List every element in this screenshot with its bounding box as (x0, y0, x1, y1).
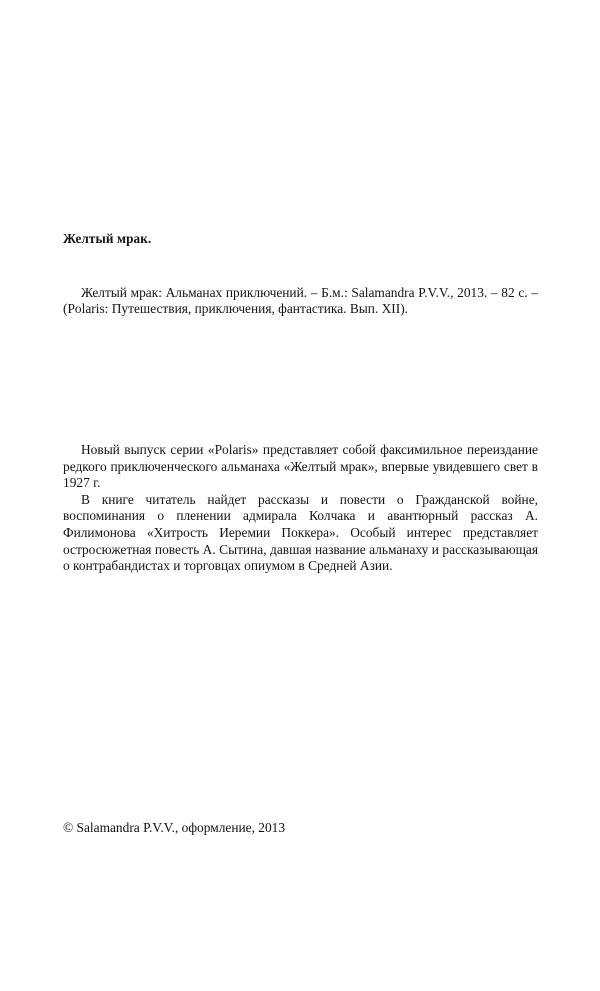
page-title: Желтый мрак. (63, 230, 152, 246)
copyright-line: © Salamandra P.V.V., оформление, 2013 (63, 820, 286, 835)
bibliographic-record: Желтый мрак: Альманах приключений. – Б.м.: Salamandra P.V.V., 2013. – 82 с. – (Polaris: Путешествия, приключения, фантастика. Вып. XII). (63, 285, 538, 317)
annotation-paragraph: В книге читатель найдет рассказы и повести о Гражданской войне, воспоминания о пленении адмирала Колчака и авантюрный рассказ А. Филимонова «Хитрость Иеремии Поккера». Особый интерес представляет остросюжетная повесть А. Сытина, давшая название альманаху и рассказывающая о контрабандистах и торговцах опиумом в Средней Азии. (63, 491, 538, 574)
annotation-paragraph: Новый выпуск серии «Polaris» представляет собой факсимильное переиздание редкого приключенческого альманаха «Желтый мрак», впервые увидевшего свет в 1927 г. (63, 442, 538, 491)
annotation-block (63, 442, 538, 575)
